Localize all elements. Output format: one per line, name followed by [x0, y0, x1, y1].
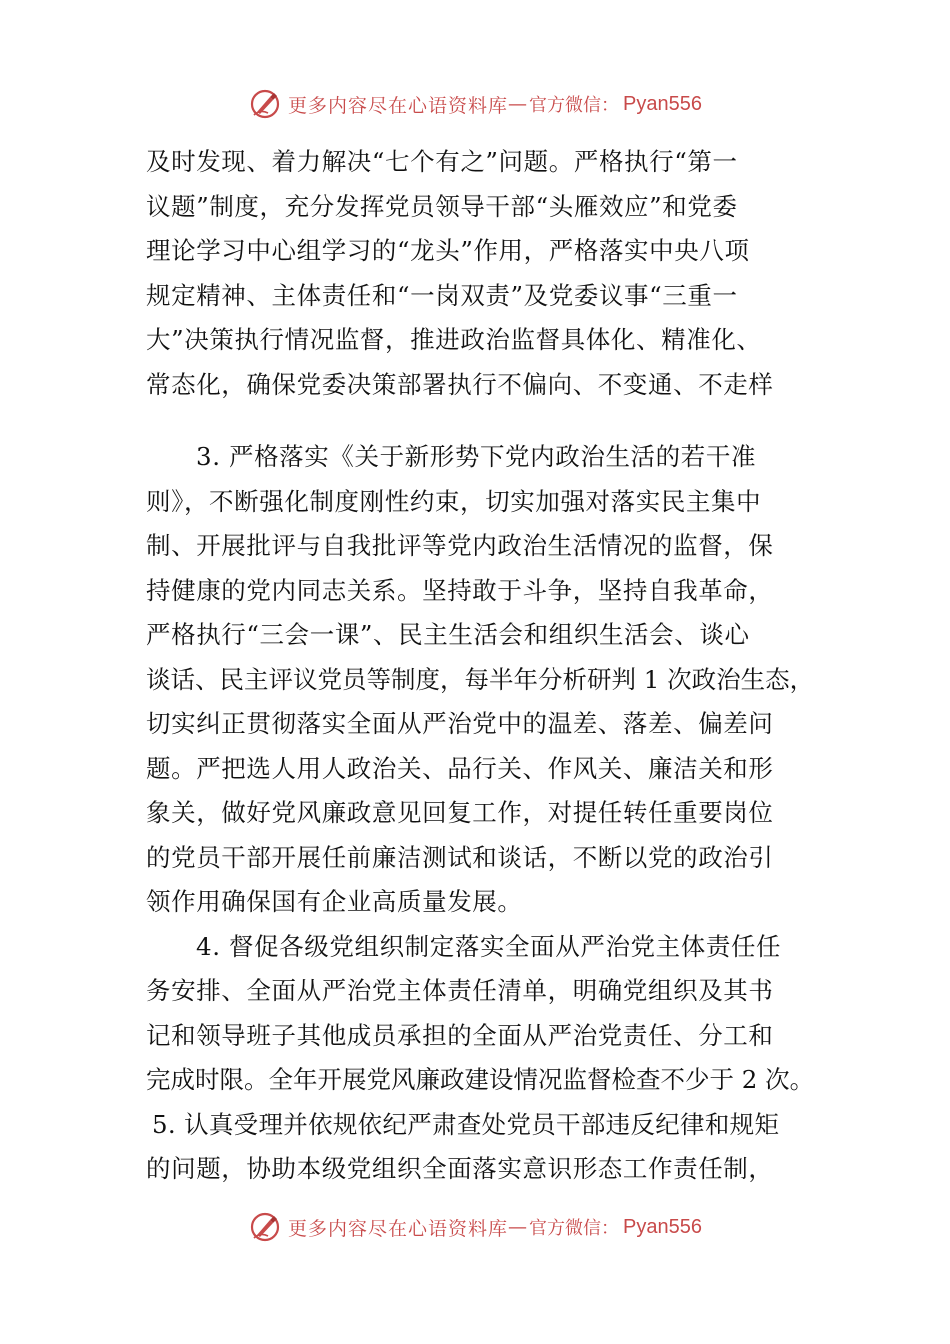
text-line: 常态化，确保党委决策部署执行不偏向、不变通、不走样 [146, 369, 774, 399]
text-line: 题。严把选人用人政治关、品行关、作风关、廉洁关和形 [146, 753, 774, 783]
text-line: 记和领导班子其他成员承担的全面从严治党责任、分工和 [146, 1020, 774, 1050]
text-line: 制、开展批评与自我批评等党内政治生活情况的监督，保 [146, 531, 774, 560]
paragraph-5-first-line: 5. 认真受理并依规依纪严肃查处党员干部违反纪律和规矩 [152, 1109, 780, 1139]
text-line: 的问题，协助本级党组织全面落实意识形态工作责任制， [146, 1154, 774, 1183]
text-line: 完成时限。全年开展党风廉政建设情况监督检查不少于 2 次。 [146, 1065, 815, 1094]
text-line: 理论学习中心组学习的“龙头”作用，严格落实中央八项 [146, 236, 750, 265]
watermark-label: 官方微信： [529, 95, 620, 116]
pen-logo-icon [248, 1210, 282, 1244]
paragraph-4-first-line: 4. 督促各级党组织制定落实全面从严治党主体责任任 [196, 931, 782, 961]
text-line: 议题”制度，充分发挥党员领导干部“头雁效应”和党委 [146, 191, 738, 221]
pen-logo-icon [248, 87, 282, 121]
paragraph-gap [146, 407, 826, 435]
text-line: 及时发现、着力解决“七个有之”问题。严格执行“第一 [146, 147, 738, 176]
watermark-separator: — [508, 93, 528, 115]
text-line: 领作用确保国有企业高质量发展。 [146, 887, 523, 916]
watermark-site-text: 更多内容尽在心语资料库 [288, 1217, 509, 1240]
paragraph-3-first-line: 3. 严格落实《关于新形势下党内政治生活的若干准 [196, 442, 757, 471]
watermark-site-text: 更多内容尽在心语资料库 [288, 94, 509, 117]
text-line: 的党员干部开展任前廉洁测试和谈话，不断以党的政治引 [146, 842, 774, 872]
document-body [146, 140, 826, 1192]
text-line: 则》，不断强化制度刚性约束，切实加强对落实民主集中 [146, 486, 762, 516]
text-line: 规定精神、主体责任和“一岗双责”及党委议事“三重一 [146, 280, 738, 310]
text-line: 持健康的党内同志关系。坚持敢于斗争，坚持自我革命， [146, 575, 774, 605]
watermark-footer [0, 1207, 950, 1247]
text-line: 谈话、民主评议党员等制度，每半年分析研判 1 次政治生态， [146, 664, 815, 694]
text-line: 象关，做好党风廉政意见回复工作，对提任转任重要岗位 [146, 798, 774, 827]
text-line: 大”决策执行情况监督，推进政治监督具体化、精准化、 [146, 325, 762, 354]
text-line: 务安排、全面从严治党主体责任清单，明确党组织及其书 [146, 976, 774, 1005]
text-line: 切实纠正贯彻落实全面从严治党中的温差、落差、偏差问 [146, 709, 774, 738]
watermark-separator: — [508, 1216, 528, 1238]
watermark-header [0, 84, 950, 124]
text-line: 严格执行“三会一课”、民主生活会和组织生活会、谈心 [146, 620, 750, 649]
watermark-account: Pyan556 [623, 1215, 702, 1238]
watermark-account: Pyan556 [623, 92, 702, 115]
watermark-label: 官方微信： [529, 1218, 620, 1239]
